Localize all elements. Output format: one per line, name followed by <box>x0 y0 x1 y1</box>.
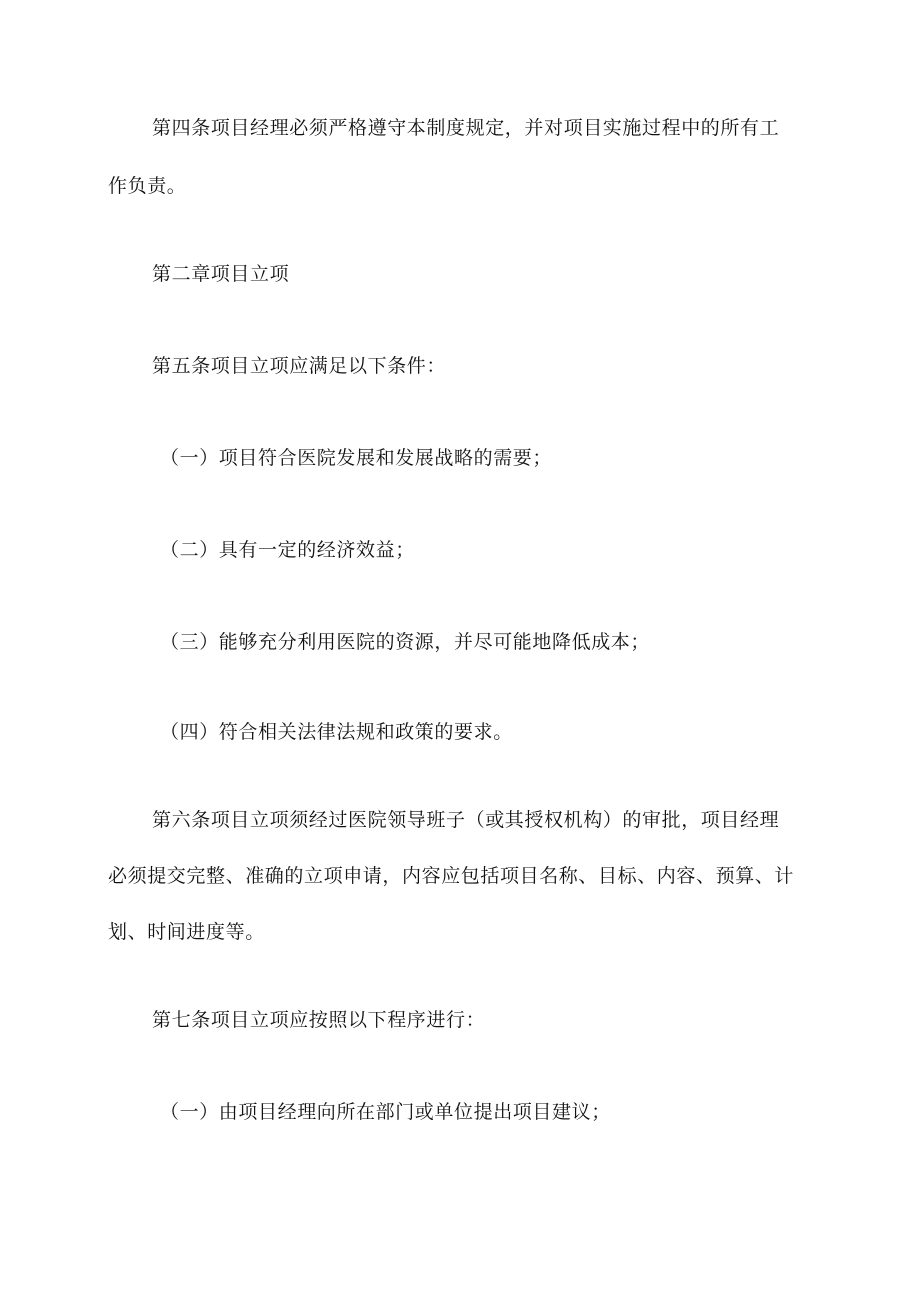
article-4-line-2: 作负责。 <box>108 175 187 197</box>
chapter-2-heading: 第二章项目立项 <box>152 263 290 285</box>
article-6-line-1: 第六条项目立项须经过医院领导班子（或其授权机构）的审批，项目经理 <box>152 809 780 831</box>
article-7-line-1: 第七条项目立项应按照以下程序进行： <box>152 1009 486 1031</box>
article-6-line-2: 必须提交完整、准确的立项申请，内容应包括项目名称、目标、内容、预算、计 <box>108 865 795 887</box>
article-5-item-4: （四）符合相关法律法规和政策的要求。 <box>160 721 513 743</box>
article-5-item-3: （三）能够充分利用医院的资源，并尽可能地降低成本； <box>160 631 651 653</box>
article-6-line-3: 划、时间进度等。 <box>108 921 265 943</box>
article-5-item-2: （二）具有一定的经济效益； <box>160 539 415 561</box>
article-7-item-1: （一）由项目经理向所在部门或单位提出项目建议； <box>160 1101 611 1123</box>
article-5-item-1: （一）项目符合医院发展和发展战略的需要； <box>160 447 553 469</box>
article-4-line-1: 第四条项目经理必须严格遵守本制度规定，并对项目实施过程中的所有工 <box>152 117 780 139</box>
article-5-line-1: 第五条项目立项应满足以下条件： <box>152 355 447 377</box>
